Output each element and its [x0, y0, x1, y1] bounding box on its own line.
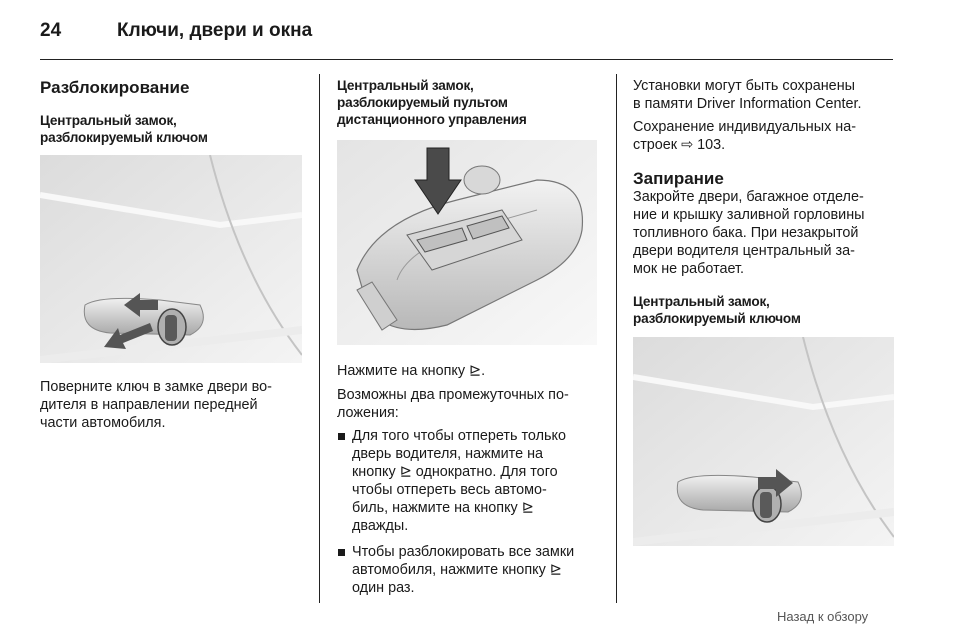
press-button-text: Нажмите на кнопку ⊵.	[337, 363, 486, 379]
unlock-button-icon: ⊵	[469, 363, 482, 379]
body-line: дителя в направлении передней	[40, 397, 258, 413]
subheading-line: Центральный замок,	[40, 113, 177, 128]
body-line: Чтобы разблокировать все замки	[352, 544, 575, 560]
body-line: части автомобиля.	[40, 415, 166, 431]
chapter-title: Ключи, двери и окна	[117, 20, 313, 41]
body-line: ложения:	[337, 405, 399, 421]
subheading-key-lock	[633, 293, 801, 327]
door-handle-lock-illustration	[633, 337, 894, 546]
subheading-line: Центральный замок,	[633, 294, 770, 309]
settings-saved-text	[633, 77, 898, 113]
body-line: в памяти Driver Information Center.	[633, 96, 862, 112]
locking-instructions-text	[633, 188, 898, 278]
section-title-unlocking: Разблокирование	[40, 78, 190, 97]
bullet-marker	[338, 433, 345, 440]
back-to-overview-link[interactable]: Назад к обзору	[777, 609, 869, 624]
unlock-button-icon: ⊵	[399, 464, 412, 480]
page-reference-link[interactable]: 103.	[697, 137, 726, 153]
page-number: 24	[40, 20, 62, 41]
body-line: кнопку	[352, 464, 396, 480]
body-line: строек	[633, 137, 678, 153]
unlock-button-icon: ⊵	[521, 500, 534, 516]
body-text-turn-key	[40, 378, 310, 432]
remote-key-illustration	[337, 140, 597, 345]
door-handle-key-drawing	[40, 155, 302, 363]
door-handle-lock-drawing	[633, 337, 894, 546]
subheading-line: Центральный замок,	[337, 78, 474, 93]
column-divider-2	[616, 74, 617, 603]
list-item	[337, 543, 607, 597]
body-line: Поверните ключ в замке двери во-	[40, 379, 272, 395]
subheading-key-unlock	[40, 112, 208, 146]
unlock-button-icon: ⊵	[549, 562, 562, 578]
body-line: мок не работает.	[633, 261, 745, 277]
body-line: дважды.	[352, 518, 409, 534]
body-line: один раз.	[352, 580, 415, 596]
body-line: Для того чтобы отпереть только	[352, 428, 566, 444]
body-line: двери водителя центральный за-	[633, 243, 855, 259]
list-item	[337, 427, 607, 535]
body-line: автомобиля, нажмите кнопку	[352, 562, 546, 578]
body-line: Установки могут быть сохранены	[633, 78, 855, 94]
bullet-marker	[338, 549, 345, 556]
intermediate-positions-text	[337, 386, 602, 422]
subheading-line: разблокируемый ключом	[40, 130, 208, 145]
body-line: однократно. Для того	[415, 464, 558, 480]
body-line: Сохранение индивидуальных на-	[633, 119, 857, 135]
body-line: чтобы отпереть весь автомо-	[352, 482, 547, 498]
column-divider-1	[319, 74, 320, 603]
body-line: ние и крышку заливной горловины	[633, 207, 865, 223]
body-line: Возможны два промежуточных по-	[337, 387, 569, 403]
body-line: дверь водителя, нажмите на	[352, 446, 544, 462]
subheading-remote-unlock	[337, 77, 527, 128]
body-line: топливного бака. При незакрытой	[633, 225, 859, 241]
subheading-line: разблокируемый пультом	[337, 95, 508, 110]
section-title-locking: Запирание	[633, 169, 724, 188]
unlock-options-list	[337, 427, 607, 605]
subheading-line: дистанционного управления	[337, 112, 527, 127]
body-line: биль, нажмите на кнопку	[352, 500, 518, 516]
door-handle-key-illustration	[40, 155, 302, 363]
body-line: Закройте двери, багажное отделе-	[633, 189, 864, 205]
page-reference-arrow-icon: ⇨	[681, 137, 694, 153]
remote-key-drawing	[337, 140, 597, 345]
subheading-line: разблокируемый ключом	[633, 311, 801, 326]
save-settings-text	[633, 118, 898, 154]
press-text: Нажмите на кнопку	[337, 363, 466, 379]
header-rule	[40, 59, 893, 60]
